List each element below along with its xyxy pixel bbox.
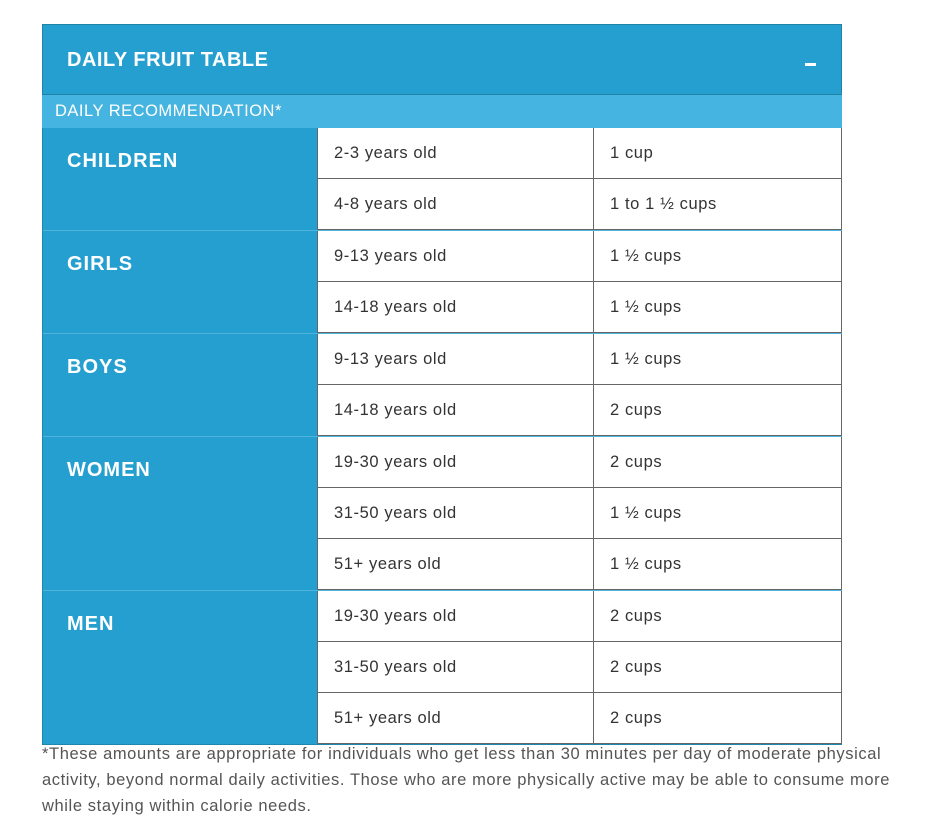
table-row — [317, 437, 842, 488]
group-girls — [43, 231, 842, 334]
age-cell: 31-50 years old — [317, 642, 593, 692]
table-row — [317, 488, 842, 539]
amount-cell: 2 cups — [593, 591, 842, 641]
table-body — [42, 128, 842, 745]
amount-cell: 1 ½ cups — [593, 488, 842, 538]
group-rows — [317, 128, 842, 230]
group-women — [43, 437, 842, 591]
footnote: *These amounts are appropriate for individuals who get less than 30 minutes per day of moderate physical activity, beyond normal daily activities. Those who are more physically active may be able to consume more while staying within calorie needs. — [42, 745, 891, 815]
amount-cell: 1 ½ cups — [593, 334, 842, 384]
group-men — [43, 591, 842, 744]
amount-cell: 2 cups — [593, 693, 842, 743]
group-rows — [317, 231, 842, 333]
group-rows — [317, 437, 842, 590]
age-cell: 9-13 years old — [317, 231, 593, 281]
amount-cell: 1 ½ cups — [593, 231, 842, 281]
table-header[interactable] — [42, 24, 842, 95]
table-row — [317, 128, 842, 179]
age-cell: 14-18 years old — [317, 385, 593, 435]
table-row — [317, 385, 842, 436]
age-cell: 51+ years old — [317, 693, 593, 743]
amount-cell: 1 ½ cups — [593, 282, 842, 332]
group-rows — [317, 334, 842, 436]
table-row — [317, 231, 842, 282]
amount-cell: 2 cups — [593, 385, 842, 435]
table-row — [317, 539, 842, 590]
age-cell: 14-18 years old — [317, 282, 593, 332]
amount-cell: 1 cup — [593, 128, 842, 178]
group-label: WOMEN — [43, 437, 317, 590]
age-cell: 2-3 years old — [317, 128, 593, 178]
amount-cell: 1 ½ cups — [593, 539, 842, 589]
daily-fruit-table — [42, 24, 842, 745]
table-row — [317, 591, 842, 642]
amount-cell: 2 cups — [593, 642, 842, 692]
amount-cell: 1 to 1 ½ cups — [593, 179, 842, 229]
group-label: MEN — [43, 591, 317, 744]
group-label: GIRLS — [43, 231, 317, 333]
age-cell: 51+ years old — [317, 539, 593, 589]
table-title: DAILY FRUIT TABLE — [67, 49, 269, 71]
amount-cell: 2 cups — [593, 437, 842, 487]
group-boys — [43, 334, 842, 437]
collapse-button[interactable] — [803, 49, 819, 69]
age-cell: 31-50 years old — [317, 488, 593, 538]
table-subheader: DAILY RECOMMENDATION* — [42, 95, 842, 128]
table-row — [317, 642, 842, 693]
age-cell: 9-13 years old — [317, 334, 593, 384]
group-rows — [317, 591, 842, 744]
group-label: BOYS — [43, 334, 317, 436]
group-label: CHILDREN — [43, 128, 317, 230]
age-cell: 19-30 years old — [317, 591, 593, 641]
group-children — [43, 128, 842, 231]
minus-icon — [805, 63, 816, 66]
table-row — [317, 693, 842, 744]
table-row — [317, 282, 842, 333]
table-row — [317, 334, 842, 385]
age-cell: 19-30 years old — [317, 437, 593, 487]
table-row — [317, 179, 842, 230]
age-cell: 4-8 years old — [317, 179, 593, 229]
